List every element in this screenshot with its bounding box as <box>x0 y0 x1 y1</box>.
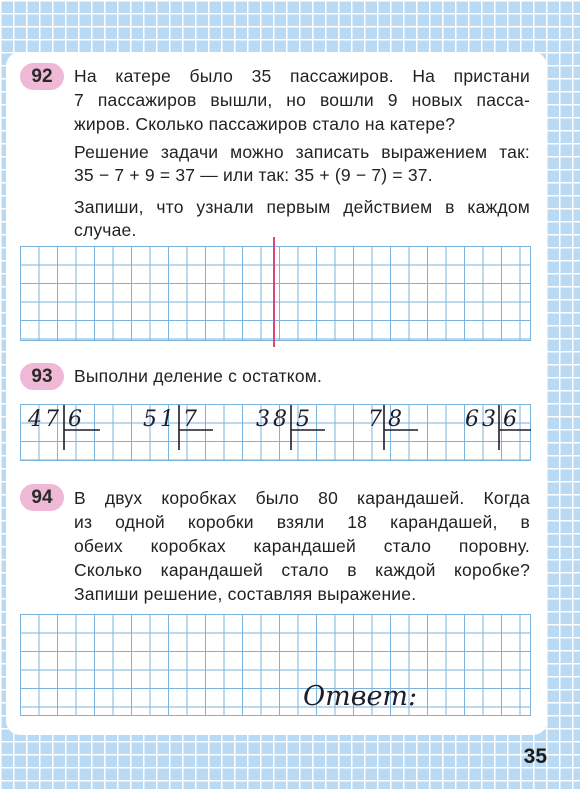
division-3-dividend: 38 <box>256 407 290 432</box>
division-4-dividend: 7 <box>368 407 385 432</box>
task-92-badge: 92 <box>20 63 64 90</box>
task-92-instruction-line-1: Запиши, что узнали первым действием в каждом <box>74 197 530 217</box>
division-5-dividend: 63 <box>465 407 499 432</box>
task-93-instruction: Выполни деление с остатком. <box>74 366 323 386</box>
task-92-line-1: На катере было 35 пассажиров. На пристани <box>74 66 530 86</box>
division-5-divisor: 6 <box>503 407 520 432</box>
task-92-expression: 35 − 7 + 9 = 37 — или так: 35 + (9 − 7) = 37. <box>74 165 433 185</box>
task-94-line-1: В двух коробках было 80 карандашей. Когда <box>74 488 530 508</box>
division-2-bracket <box>179 405 213 450</box>
task-94-answer-grid[interactable] <box>20 614 531 716</box>
division-2-divisor: 7 <box>183 407 200 432</box>
task-94-line-2: из одной коробки взяли 18 карандашей, в <box>74 512 530 532</box>
division-3-bracket <box>291 405 325 450</box>
task-92-solution-intro: Решение задачи можно записать выражением так: <box>74 142 530 162</box>
task-94-line-3: обеих коробках карандашей стало поровну. <box>74 536 530 556</box>
division-4-bracket <box>384 405 418 450</box>
task-92-line-2: 7 пассажиров вышли, но вошли 9 новых пасса- <box>74 90 530 110</box>
division-3-divisor: 5 <box>296 407 313 432</box>
page-number: 35 <box>523 745 547 768</box>
division-1-bracket <box>64 405 100 450</box>
division-1-divisor: 6 <box>68 407 85 432</box>
answer-label: Ответ: <box>303 681 418 712</box>
task-94-line-4: Сколько карандашей стало в каждой коробке? <box>74 560 530 580</box>
division-2-dividend: 51 <box>143 407 177 432</box>
division-4-divisor: 8 <box>388 407 405 432</box>
division-5-bracket <box>499 405 531 450</box>
task-94-instruction: Запиши решение, составляя выражение. <box>74 584 417 604</box>
division-1-dividend: 47 <box>28 407 62 432</box>
task-94-badge: 94 <box>20 484 64 511</box>
task-93-badge: 93 <box>20 363 64 390</box>
task-92-instruction-line-2: случае. <box>74 220 137 240</box>
task-92-line-3: жиров. Сколько пассажиров стало на катере? <box>74 114 456 134</box>
